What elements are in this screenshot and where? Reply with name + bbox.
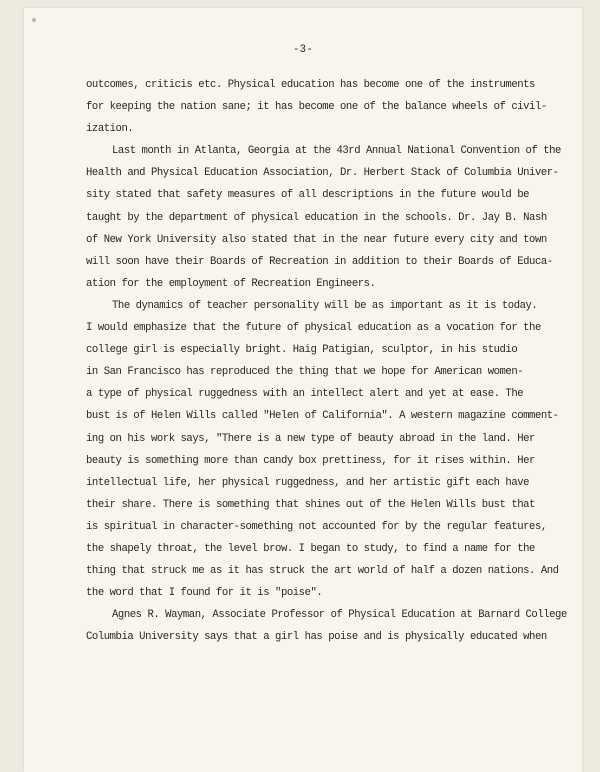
text-line: a type of physical ruggedness with an intellect alert and yet at ease. The bbox=[86, 388, 524, 401]
text-line: is spiritual in character-something not accounted for by the regular features, bbox=[86, 520, 547, 533]
paper-speck bbox=[32, 18, 36, 22]
text-line: in San Francisco has reproduced the thing that we hope for American women- bbox=[86, 366, 524, 379]
text-line: Agnes R. Wayman, Associate Professor of Physical Education at Barnard College bbox=[112, 609, 567, 622]
text-line: The dynamics of teacher personality will be as important as it is today. bbox=[112, 299, 538, 312]
text-line: beauty is something more than candy box prettiness, for it rises within. Her bbox=[86, 454, 535, 467]
text-line: thing that struck me as it has struck the art world of half a dozen nations. And bbox=[86, 565, 559, 578]
text-line: ization. bbox=[86, 123, 134, 136]
text-line: Columbia University says that a girl has poise and is physically educated when bbox=[86, 631, 547, 644]
page-number: -3- bbox=[293, 44, 313, 56]
typed-body-text bbox=[86, 74, 567, 648]
text-line: will soon have their Boards of Recreation in addition to their Boards of Educa- bbox=[86, 255, 553, 268]
text-line: ation for the employment of Recreation Engineers. bbox=[86, 277, 376, 290]
text-line: the shapely throat, the level brow. I began to study, to find a name for the bbox=[86, 542, 535, 555]
text-line: ing on his work says, "There is a new type of beauty abroad in the land. Her bbox=[86, 432, 535, 445]
text-line: outcomes, criticis etc. Physical education has become one of the instruments bbox=[86, 79, 535, 91]
document-page bbox=[24, 8, 582, 772]
text-line: Last month in Atlanta, Georgia at the 43rd Annual National Convention of the bbox=[112, 145, 561, 158]
text-line: sity stated that safety measures of all descriptions in the future would be bbox=[86, 189, 530, 202]
text-line: I would emphasize that the future of physical education as a vocation for the bbox=[86, 322, 541, 335]
text-line: for keeping the nation sane; it has become one of the balance wheels of civil- bbox=[86, 101, 547, 114]
text-line: of New York University also stated that in the near future every city and town bbox=[86, 233, 547, 246]
text-line: college girl is especially bright. Haig Patigian, sculptor, in his studio bbox=[86, 344, 518, 357]
text-line: the word that I found for it is "poise". bbox=[86, 587, 323, 600]
text-line: bust is of Helen Wills called "Helen of California". A western magazine comment- bbox=[86, 410, 559, 423]
text-line: Health and Physical Education Association, Dr. Herbert Stack of Columbia Univer- bbox=[86, 167, 559, 180]
text-line: taught by the department of physical education in the schools. Dr. Jay B. Nash bbox=[86, 211, 547, 224]
text-line: their share. There is something that shines out of the Helen Wills bust that bbox=[86, 498, 535, 511]
text-line: intellectual life, her physical ruggedness, and her artistic gift each have bbox=[86, 476, 530, 489]
